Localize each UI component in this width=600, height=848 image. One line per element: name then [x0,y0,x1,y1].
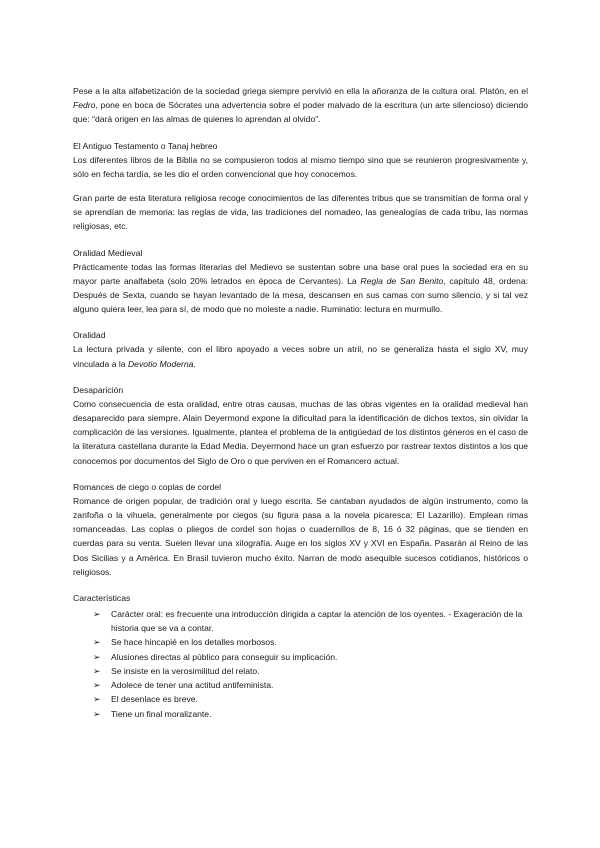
desaparicion-heading: Desaparición [73,384,124,395]
caracteristicas-section [73,591,528,721]
medieval-heading: Oralidad Medieval [73,247,143,258]
list-item: ➢ El desenlace es breve. [93,692,528,706]
oralidad-heading: Oralidad [73,330,106,341]
desaparicion-section [73,383,528,468]
regla-title: Regla de San Benito [360,275,444,286]
medieval-paragraph: Prácticamente todas las formas literarias del Medievo se sustentan sobre una base oral pues la sociedad era en su mayor parte analfabeta (solo 20% letrados en época de Cervantes). La Regla de San Benito, capítulo 48, ordena: Después de Sexta, cuando se hayan levantado de la mesa, descansen en sus camas con sumo silencio, y si tal vez alguno quiera leer, lea para sí, de modo que no moleste a nadie. Ruminatio: lectura en murmullo. [73,261,528,315]
fedro-title: Fedro [73,100,96,111]
intro-section [73,84,528,127]
devotio-title: Devotio Moderna [127,358,194,369]
arrow-bullet-icon: ➢ [93,609,101,620]
list-item: ➢ Adolece de tener una actitud antifeminista. [93,678,528,692]
list-item: ➢ Tiene un final moralizante. [93,707,528,721]
arrow-bullet-icon: ➢ [93,694,101,705]
intro-paragraph: Pese a la alta alfabetización de la sociedad griega siempre pervivió en ella la añoranza de la cultura oral. Platón, en el Fedro, pone en boca de Sócrates una advertencia sobre el poder malvado de la escritura (un arte silencioso) diciendo que: “dará origen en las almas de quienes lo aprendan al olvido”. [73,86,528,125]
antiguo-section [73,139,528,181]
arrow-bullet-icon: ➢ [93,680,101,691]
arrow-bullet-icon: ➢ [93,665,101,676]
list-item: ➢ Se insiste en la verosimilitud del relato. [93,664,528,678]
arrow-bullet-icon: ➢ [93,651,101,662]
arrow-bullet-icon: ➢ [93,637,101,648]
medieval-section [73,246,528,317]
romances-heading: Romances de ciego o coplas de cordel [73,481,222,492]
list-item: ➢ Se hace hincapié en los detalles morbosos. [93,635,528,649]
caracteristicas-list [73,607,528,721]
list-item: ➢ Carácter oral: es frecuente una introducción dirigida a captar la atención de los oyentes. - Exageración de la historia que se va a contar. [93,609,523,634]
arrow-bullet-icon: ➢ [93,708,101,719]
oralidad-section [73,328,528,370]
antiguo-section-2 [73,191,528,234]
list-item: ➢ Alusiones directas al público para conseguir su implicación. [93,650,528,664]
desaparicion-paragraph: Como consecuencia de esta oralidad, entre otras causas, muchas de las obras vigentes en la oralidad medieval han desaparecido para siempre. Alain Deyermond expone la dificultad para la identificación de dichos textos, sin olvidar la complicación de las versiones. Igualmente, plantea el problema de la antigüedad de los distintos géneros en el caso de la literatura castellana durante la Edad Media. Deyermond hace un gran esfuerzo por rastrear textos distintos a los que conocemos por documentos del Siglo de Oro o que perviven en el Romancero actual. [73,398,528,466]
antiguo-paragraph-1: Los diferentes libros de la Biblia no se compusieron todos al mismo tiempo sino que se reunieron progresivamente y, sólo en fecha tardía, se les dio el orden convencional que hoy conocemos. [73,154,528,179]
antiguo-paragraph-2: Gran parte de esta literatura religiosa recoge conocimientos de las diferentes tribus que se transmitían de forma oral y se aprendían de memoria: las reglas de vida, las tradiciones del nomadeo, las genealogías de cada tribu, las normas religiosas, etc. [73,193,528,232]
caracteristicas-heading: Características [73,593,131,604]
romances-section [73,480,528,579]
romances-paragraph: Romance de origen popular, de tradición oral y luego escrita. Se cantaban ayudados de algún instrumento, como la zanfoña o la vihuela, generalmente por ciegos (su figura pasa a la novela picaresca: El Lazarillo). Emplean rimas romanceadas. Las coplas o pliegos de cordel son hojas o cuadernillos de 8, 16 ó 32 páginas, que se tienden en cuerdas para su venta. Suelen llevar una xilografía. Auge en los siglos XV y XVI en España. Pasarán al Reino de las Dos Sicilias y a América. En Brasil tuvieron mucho éxito. Narran de modo asequible sucesos cotidianos, históricos o religiosos. [73,495,528,577]
oralidad-paragraph: La lectura privada y silente, con el libro apoyado a veces sobre un atril, no se generaliza hasta el siglo XV, muy vinculada a la Devotio Moderna. [73,344,528,369]
antiguo-heading: El Antiguo Testamento o Tanaj hebreo [73,140,218,151]
